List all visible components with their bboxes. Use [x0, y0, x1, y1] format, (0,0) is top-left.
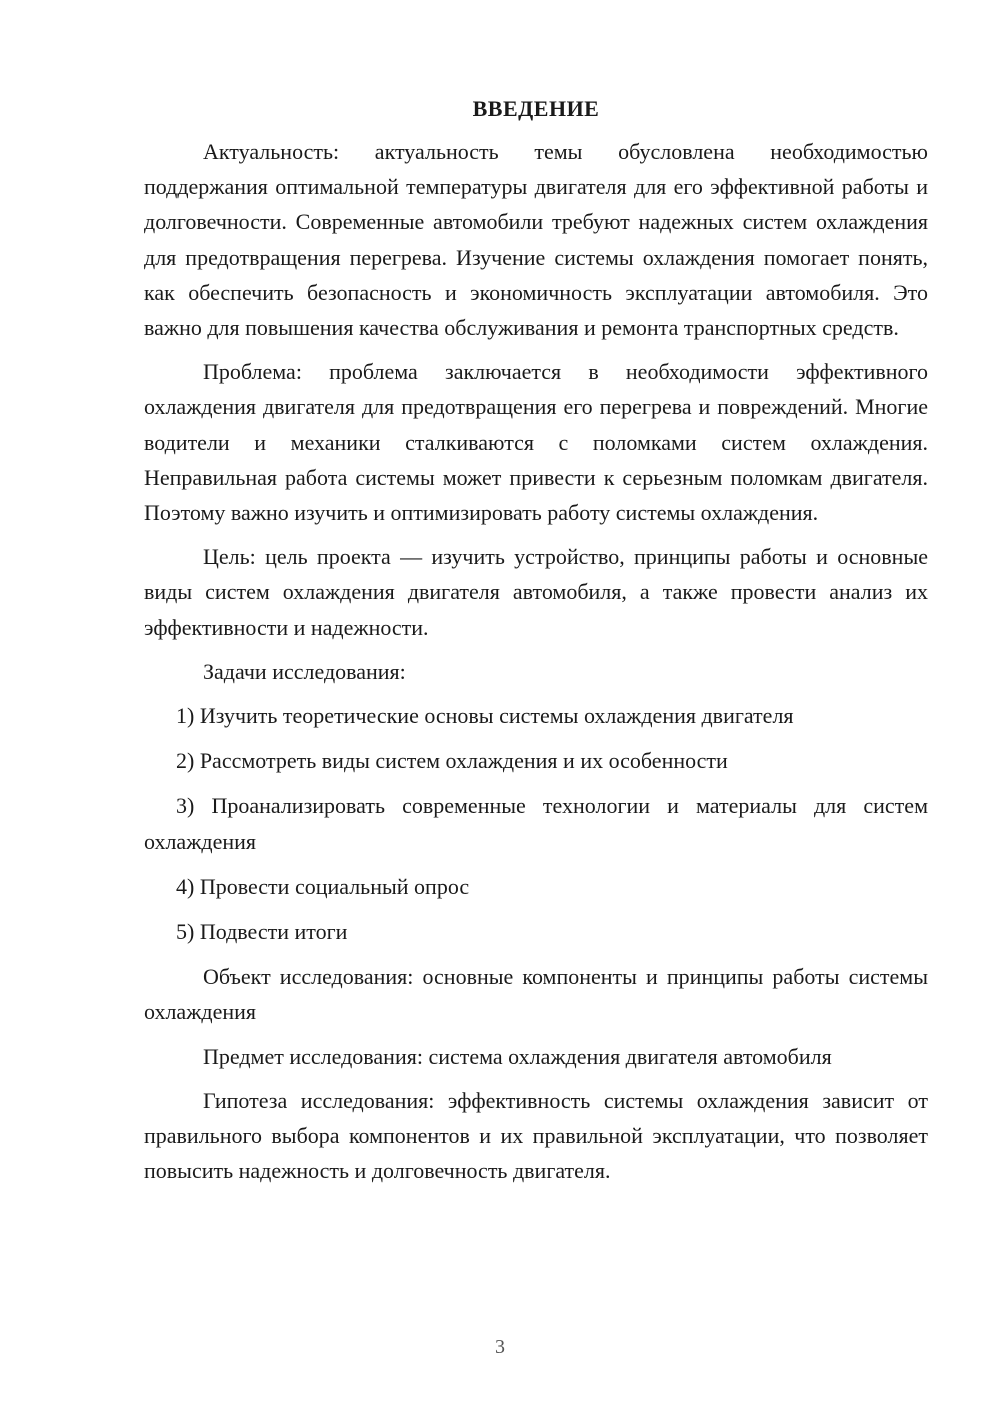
- hypothesis-paragraph: Гипотеза исследования: эффективность системы охлаждения зависит от правильного выбора компонентов и их правильной эксплуатации, что позволяет повысить надежность и долговечность двигателя.: [144, 1087, 928, 1184]
- relevance-paragraph: Актуальность: актуальность темы обусловлена необходимостью поддержания оптимальной температуры двигателя для его эффективной работы и долговечности. Современные автомобили требуют надежных систем охлаждения для предотвращения перегрева. Изучение системы охлаждения помогает понять, как обеспечить безопасность и экономичность эксплуатации автомобиля. Это важно для повышения качества обслуживания и ремонта транспортных средств.: [144, 139, 928, 341]
- list-item: 1) Изучить теоретические основы системы охлаждения двигателя: [176, 703, 794, 729]
- subject-paragraph: Предмет исследования: система охлаждения двигателя автомобиля: [203, 1043, 832, 1069]
- page-number: 3: [495, 1336, 505, 1358]
- goal-paragraph: Цель: цель проекта — изучить устройство, принципы работы и основные виды систем охлаждения двигателя автомобиля, а также провести анализ их эффективности и надежности.: [144, 544, 928, 640]
- page-title: ВВЕДЕНИЕ: [472, 96, 600, 121]
- problem-paragraph: Проблема: проблема заключается в необходимости эффективного охлаждения двигателя для предотвращения его перегрева и повреждений. Многие водители и механики сталкиваются с поломками систем охлаждения. Неправильная работа системы может привести к серьезным поломкам двигателя. Поэтому важно изучить и оптимизировать работу системы охлаждения.: [144, 359, 928, 526]
- list-item: 5) Подвести итоги: [176, 919, 348, 945]
- list-item: 3) Проанализировать современные технологии и материалы для систем охлаждения: [144, 793, 928, 854]
- tasks-list: [144, 698, 928, 949]
- document-page: [144, 92, 928, 1197]
- list-item: 4) Провести социальный опрос: [176, 873, 470, 899]
- tasks-heading: Задачи исследования:: [203, 658, 406, 684]
- list-item: 2) Рассмотреть виды систем охлаждения и их особенности: [176, 748, 728, 774]
- object-paragraph: Объект исследования: основные компоненты и принципы работы системы охлаждения: [144, 964, 928, 1025]
